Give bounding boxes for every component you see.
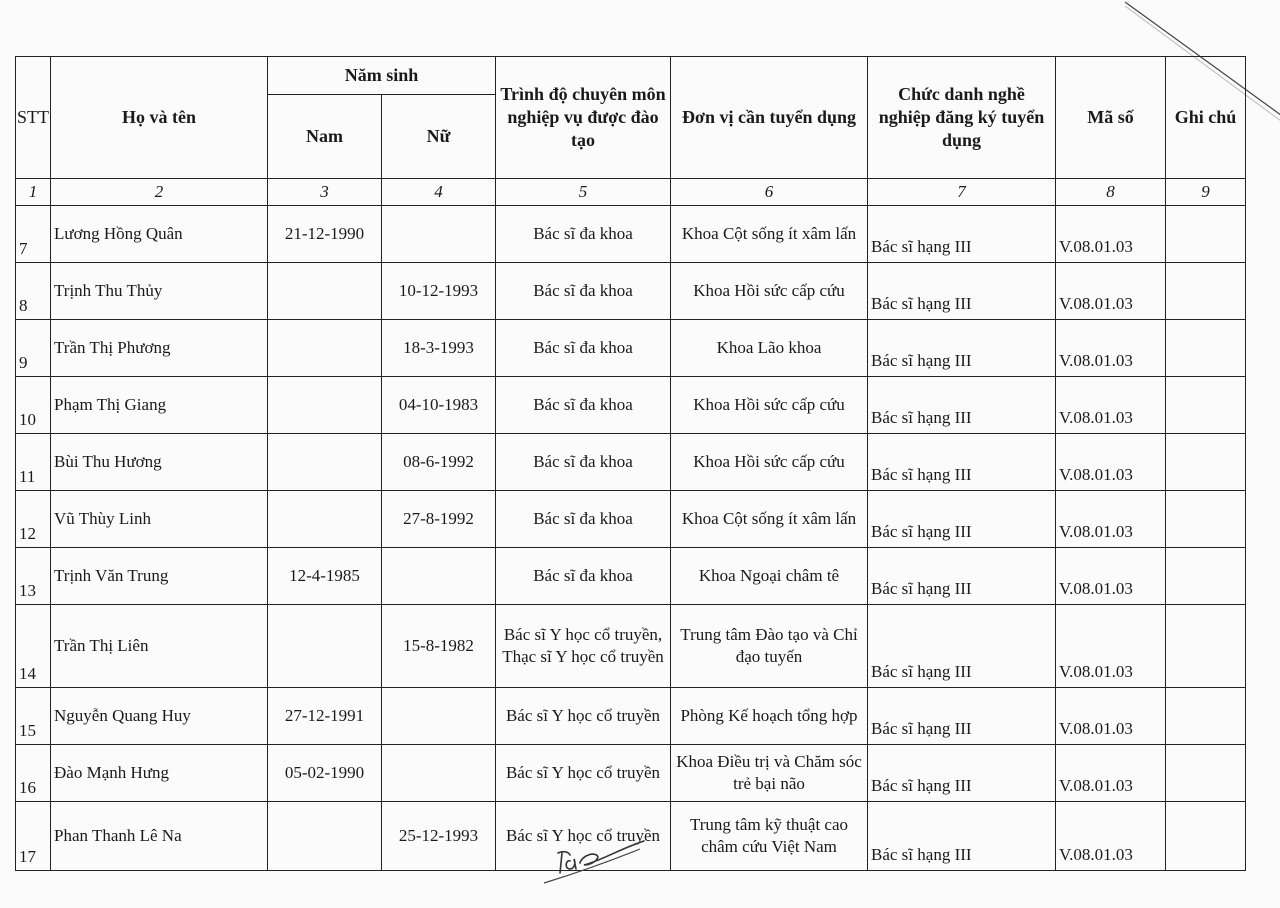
row-stt: 12: [16, 491, 51, 548]
header-name: Họ và tên: [51, 57, 268, 179]
row-birth-male: 05-02-1990: [268, 745, 382, 802]
row-unit: Khoa Lão khoa: [671, 320, 868, 377]
row-note: [1166, 605, 1246, 688]
row-name: Đào Mạnh Hưng: [51, 745, 268, 802]
table-row: [16, 434, 1246, 491]
row-unit: Khoa Cột sống ít xâm lấn: [671, 206, 868, 263]
row-birth-male: 27-12-1991: [268, 688, 382, 745]
row-title: Bác sĩ hạng III: [868, 802, 1056, 871]
row-stt: 17: [16, 802, 51, 871]
row-code: V.08.01.03: [1056, 688, 1166, 745]
row-name: Lương Hồng Quân: [51, 206, 268, 263]
table-row: [16, 548, 1246, 605]
row-birth-female: [382, 688, 496, 745]
row-name: Trịnh Thu Thủy: [51, 263, 268, 320]
row-code: V.08.01.03: [1056, 377, 1166, 434]
column-index: 8: [1056, 179, 1166, 206]
row-title: Bác sĩ hạng III: [868, 491, 1056, 548]
row-stt: 7: [16, 206, 51, 263]
row-name: Trần Thị Liên: [51, 605, 268, 688]
header-note: Ghi chú: [1166, 57, 1246, 179]
row-birth-female: 15-8-1982: [382, 605, 496, 688]
row-stt: 13: [16, 548, 51, 605]
row-qualification: Bác sĩ đa khoa: [496, 491, 671, 548]
row-title: Bác sĩ hạng III: [868, 434, 1056, 491]
row-qualification: Bác sĩ đa khoa: [496, 377, 671, 434]
column-index: 6: [671, 179, 868, 206]
row-unit: Trung tâm Đào tạo và Chỉ đạo tuyến: [671, 605, 868, 688]
row-unit: Khoa Hồi sức cấp cứu: [671, 434, 868, 491]
row-qualification: Bác sĩ Y học cổ truyền: [496, 745, 671, 802]
row-qualification: Bác sĩ đa khoa: [496, 434, 671, 491]
column-index: 7: [868, 179, 1056, 206]
row-birth-male: [268, 434, 382, 491]
row-name: Trịnh Văn Trung: [51, 548, 268, 605]
header-unit: Đơn vị cần tuyển dụng: [671, 57, 868, 179]
row-birth-male: [268, 491, 382, 548]
row-stt: 16: [16, 745, 51, 802]
row-code: V.08.01.03: [1056, 320, 1166, 377]
row-birth-male: [268, 802, 382, 871]
table-row: [16, 605, 1246, 688]
row-note: [1166, 548, 1246, 605]
row-birth-female: 08-6-1992: [382, 434, 496, 491]
row-note: [1166, 491, 1246, 548]
row-name: Nguyễn Quang Huy: [51, 688, 268, 745]
row-birth-male: 21-12-1990: [268, 206, 382, 263]
row-birth-female: 04-10-1983: [382, 377, 496, 434]
row-birth-male: [268, 605, 382, 688]
table-row: [16, 263, 1246, 320]
table-row: [16, 491, 1246, 548]
row-title: Bác sĩ hạng III: [868, 206, 1056, 263]
row-name: Bùi Thu Hương: [51, 434, 268, 491]
row-stt: 11: [16, 434, 51, 491]
row-title: Bác sĩ hạng III: [868, 263, 1056, 320]
row-code: V.08.01.03: [1056, 434, 1166, 491]
row-qualification: Bác sĩ đa khoa: [496, 548, 671, 605]
header-qualification: Trình độ chuyên môn nghiệp vụ được đào tạo: [496, 57, 671, 179]
row-birth-male: [268, 263, 382, 320]
table-row: [16, 377, 1246, 434]
row-birth-female: [382, 548, 496, 605]
column-index: 5: [496, 179, 671, 206]
row-code: V.08.01.03: [1056, 491, 1166, 548]
column-index: 1: [16, 179, 51, 206]
column-index-row: [16, 179, 1246, 206]
row-birth-female: [382, 745, 496, 802]
row-stt: 9: [16, 320, 51, 377]
row-unit: Trung tâm kỹ thuật cao châm cứu Việt Nam: [671, 802, 868, 871]
row-stt: 14: [16, 605, 51, 688]
table-row: [16, 688, 1246, 745]
row-name: Trần Thị Phương: [51, 320, 268, 377]
row-note: [1166, 745, 1246, 802]
row-title: Bác sĩ hạng III: [868, 688, 1056, 745]
row-note: [1166, 377, 1246, 434]
row-qualification: Bác sĩ đa khoa: [496, 263, 671, 320]
row-code: V.08.01.03: [1056, 548, 1166, 605]
row-stt: 8: [16, 263, 51, 320]
row-birth-female: 18-3-1993: [382, 320, 496, 377]
row-unit: Khoa Cột sống ít xâm lấn: [671, 491, 868, 548]
row-title: Bác sĩ hạng III: [868, 320, 1056, 377]
table-row: [16, 320, 1246, 377]
header-birth-year: Năm sinh: [268, 57, 496, 95]
row-title: Bác sĩ hạng III: [868, 548, 1056, 605]
row-unit: Khoa Điều trị và Chăm sóc trẻ bại não: [671, 745, 868, 802]
row-birth-male: [268, 320, 382, 377]
row-qualification: Bác sĩ Y học cổ truyền: [496, 802, 671, 871]
table-row: [16, 206, 1246, 263]
header-stt: STT: [16, 57, 51, 179]
row-note: [1166, 802, 1246, 871]
row-note: [1166, 206, 1246, 263]
row-qualification: Bác sĩ Y học cổ truyền: [496, 688, 671, 745]
row-name: Phan Thanh Lê Na: [51, 802, 268, 871]
row-unit: Khoa Ngoại châm tê: [671, 548, 868, 605]
column-index: 2: [51, 179, 268, 206]
row-birth-female: 27-8-1992: [382, 491, 496, 548]
row-code: V.08.01.03: [1056, 605, 1166, 688]
row-note: [1166, 434, 1246, 491]
row-birth-female: 10-12-1993: [382, 263, 496, 320]
row-unit: Phòng Kế hoạch tổng hợp: [671, 688, 868, 745]
table-row: [16, 745, 1246, 802]
row-qualification: Bác sĩ Y học cổ truyền, Thạc sĩ Y học cổ truyền: [496, 605, 671, 688]
header-male: Nam: [268, 95, 382, 179]
header-title: Chức danh nghề nghiệp đăng ký tuyển dụng: [868, 57, 1056, 179]
signature-mark: [540, 835, 650, 890]
column-index: 3: [268, 179, 382, 206]
column-index: 9: [1166, 179, 1246, 206]
row-unit: Khoa Hồi sức cấp cứu: [671, 377, 868, 434]
header-code: Mã số: [1056, 57, 1166, 179]
row-title: Bác sĩ hạng III: [868, 377, 1056, 434]
row-stt: 10: [16, 377, 51, 434]
row-code: V.08.01.03: [1056, 263, 1166, 320]
header-female: Nữ: [382, 95, 496, 179]
row-code: V.08.01.03: [1056, 802, 1166, 871]
row-title: Bác sĩ hạng III: [868, 605, 1056, 688]
row-name: Phạm Thị Giang: [51, 377, 268, 434]
row-note: [1166, 320, 1246, 377]
row-note: [1166, 688, 1246, 745]
row-qualification: Bác sĩ đa khoa: [496, 320, 671, 377]
row-birth-female: [382, 206, 496, 263]
row-unit: Khoa Hồi sức cấp cứu: [671, 263, 868, 320]
row-qualification: Bác sĩ đa khoa: [496, 206, 671, 263]
recruitment-table: [15, 56, 1246, 871]
row-birth-male: 12-4-1985: [268, 548, 382, 605]
row-birth-female: 25-12-1993: [382, 802, 496, 871]
row-code: V.08.01.03: [1056, 206, 1166, 263]
row-birth-male: [268, 377, 382, 434]
row-stt: 15: [16, 688, 51, 745]
row-note: [1166, 263, 1246, 320]
column-index: 4: [382, 179, 496, 206]
row-name: Vũ Thùy Linh: [51, 491, 268, 548]
row-code: V.08.01.03: [1056, 745, 1166, 802]
row-title: Bác sĩ hạng III: [868, 745, 1056, 802]
